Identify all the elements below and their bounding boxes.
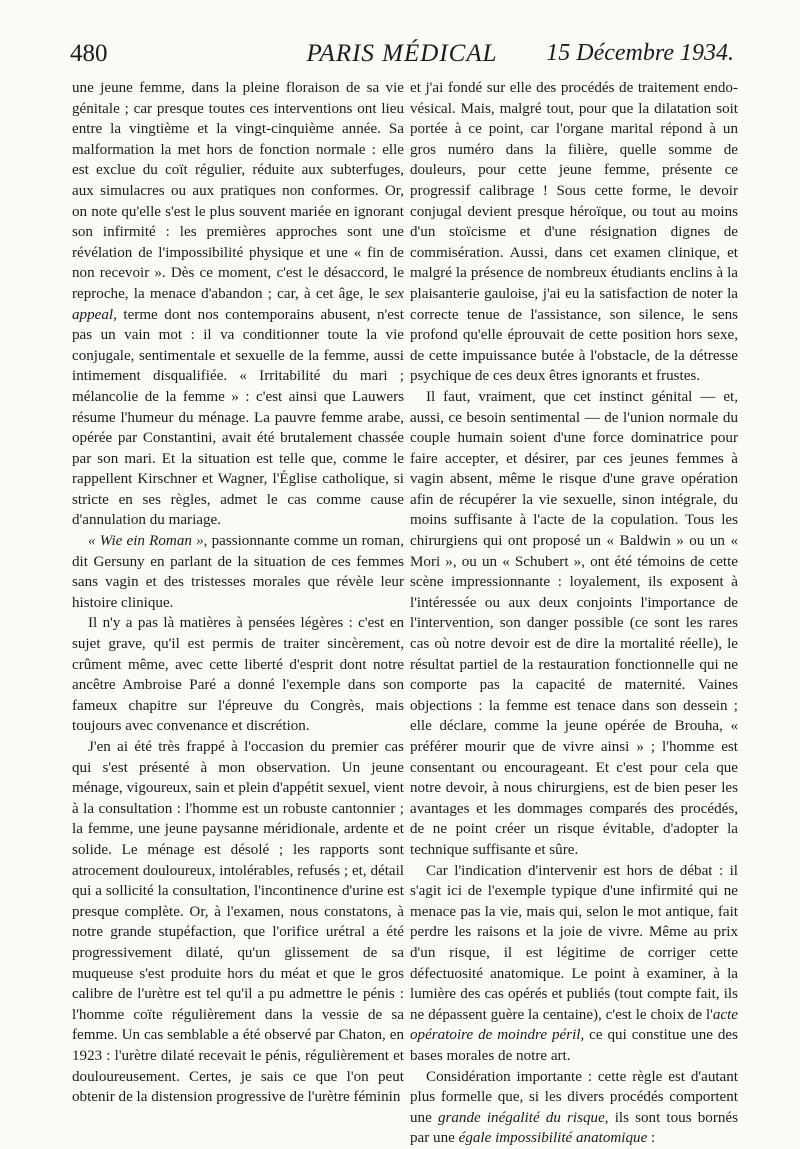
- text-run: , terme dont nos contemporains abusent, n'est pas un vain mot : il va conditionner toute la vie conjugale, sentimentale et sexuelle de la femme, aussi intimement disqualifiée. « Irritabilité du mari ; mélancolie de la femme » : c'est ainsi que Lauwers résume l'humeur du ménage. La pauvre femme arabe, opérée par Constantini, avait été brutalement chassée par son mari. Et la situation est telle que, comme le rappellent Kirschner et Wagner, l'Église catholique, si stricte en ses règles, admet le cas comme cause d'annulation du mariage.: [72, 306, 404, 529]
- paragraph: J'en ai été très frappé à l'occasion du premier cas qui s'est présenté à mon observation. Un jeune ménage, vigoureux, sain et plein d'appétit sexuel, vient à la consultation : l'homme est un robuste cantonnier ; la femme, une jeune paysanne méridionale, ardente et solide. Le ménage est désolé ; les rapports sont atrocement douloureux, intolérables, refusés ; et, détail qui a sollicité la consultation, l'incontinence d'urine est presque complète. Or, à l'examen, nous constatons, à notre grande stupéfaction, que l'orifice urétral a été progressivement dilaté, qu'un glissement de sa muqueuse s'est produite hors du méat et que le gros calibre de l'urètre est tel qu'il a pu admettre le pénis : l'homme coïte régulièrement dans la vessie de sa femme. Un cas semblable a été observé par Chaton, en 1923 : l'urètre dilaté recevait le pénis, régulièrement et douloureusement. Certes, je sais ce que l'on peut obtenir de la distension progressive de l'urètre féminin: [72, 739, 404, 1106]
- text-run: , ce qui constitue une des bases morales de notre art.: [410, 1027, 739, 1064]
- text-run: , ils sont tous bornés par une: [410, 1109, 738, 1147]
- paragraph: [72, 531, 404, 613]
- text-run: :: [647, 1130, 656, 1147]
- text-run: une jeune femme, dans la pleine floraison de sa vie génitale ; car presque toutes ces interventions ont lieu entre la vingtième et la vingt-cinquième année. Sa malformation la met hors de fonction normale : elle est exclue du coït régulier, réduite aux subterfuges, aux simulacres ou aux pratiques non conformes. Or, on note qu'elle s'est le plus souvent mariée en ignorant son infirmité : les premières approches sont une révélation de l'impossibilité physique et une « fin de non recevoir ». Dès ce moment, c'est le désaccord, le reproche, la menace d'abandon ; car, à cet âge, le: [72, 80, 404, 302]
- issue-date: 15 Décembre 1934.: [546, 40, 734, 66]
- running-title: PARIS MÉDICAL: [306, 40, 498, 67]
- paragraph: et j'ai fondé sur elle des procédés de traitement endo-vésical. Mais, malgré tout, pour que la dilatation soit portée à ce point, car l'organe marital répond à un gros numéro dans la filière, quelle somme de douleurs, pour cette jeune femme, présente ce progressif calibrage ! Sous cette forme, le devoir conjugal devient presque héroïque, ou tout au moins d'un stoïcisme et d'une résignation dignes de commisération. Aussi, dans cet examen clinique, et malgré la présence de nombreux étudiants enclins à la plaisanterie gauloise, j'ai eu la satisfaction de noter la correcte tenue de l'assistance, son silence, le sens profond qu'elle éprouvait de cette position hors sexe, de cette impuissance butée à l'obstacle, de la détresse psychique de ces deux êtres ignorants et frustes.: [410, 80, 738, 385]
- emphasis: égale impossibilité anatomique: [458, 1130, 648, 1147]
- paragraph: [410, 861, 738, 1067]
- emphasis: sex appeal: [72, 285, 404, 323]
- right-column: [410, 78, 738, 1149]
- emphasis: grande inégalité du risque: [437, 1109, 605, 1126]
- page-number: 480: [70, 40, 108, 67]
- paragraph: [72, 78, 404, 531]
- left-column: [72, 78, 404, 1108]
- paragraph: [410, 1067, 738, 1149]
- text-run: Considération importante : cette règle est d'autant plus formelle que, si les divers procédés comportent une: [410, 1068, 738, 1126]
- paragraph: Il faut, vraiment, que cet instinct génital — et, aussi, ce besoin sentimental — de l'union normale du couple humain soient d'une force dominatrice pour faire accepter, et désirer, par ces jeunes femmes à vagin absent, même le risque d'une grave opération afin de récupérer la vie sexuelle, sinon intégrale, du moins suffisante à l'acte de la copulation. Tous les chirurgiens qui ont proposé un « Baldwin » ou un « Mori », ou un « Schubert », ont été témoins de cette scène impressionnante : loyalement, ils exposent à l'intéressée ou aux deux conjoints l'importance de l'intervention, son danger possible (ce sont les rares cas où notre devoir est de dire la mortalité réelle), le résultat partiel de la restauration fonctionnelle qui ne comporte pas la capacité de maternité. Vaines objections : la femme est tenace dans son dessein ; elle déclare, comme la jeune opérée de Brouha, « préférer mourir que de vivre ainsi » ; l'homme est consentant ou encourageant. Et c'est pour cela que notre devoir, à nous chirurgiens, est de bien peser les avantages et les dommages comparés des procédés, de ne point créer un risque évitable, d'adopter la technique suffisante et sûre.: [410, 388, 738, 858]
- page-header: [70, 40, 734, 80]
- paragraph: Il n'y a pas là matières à pensées légères : c'est en sujet grave, qu'il est permis de traiter sincèrement, crûment même, avec cette liberté d'esprit dont notre ancêtre Ambroise Paré a donné l'exemple dans son fameux chapitre sur l'épreuve du Congrès, mais toujours avec convenance et discrétion.: [72, 615, 404, 735]
- text-run: Car l'indication d'intervenir est hors de débat : il s'agit ici de l'exemple typique d'une infirmité qui ne menace pas la vie, mais qui, selon le mot antique, fait perdre les raisons et la joie de vivre. Même au prix d'un risque, il est légitime de corriger cette défectuosité anatomique. Le point à examiner, à la lumière des cas opérés et publiés (tout compte fait, ils ne dépassent guère la centaine), c'est le choix de l': [410, 862, 738, 1023]
- emphasis: « Wie ein Roman »: [88, 533, 204, 550]
- emphasis: acte opératoire de moindre péril: [410, 1006, 738, 1044]
- text-run: , passionnante comme un roman, dit Gersuny en parlant de la situation de ces femmes sans vagin et des tristesses morales que révèle leur histoire clinique.: [72, 533, 404, 611]
